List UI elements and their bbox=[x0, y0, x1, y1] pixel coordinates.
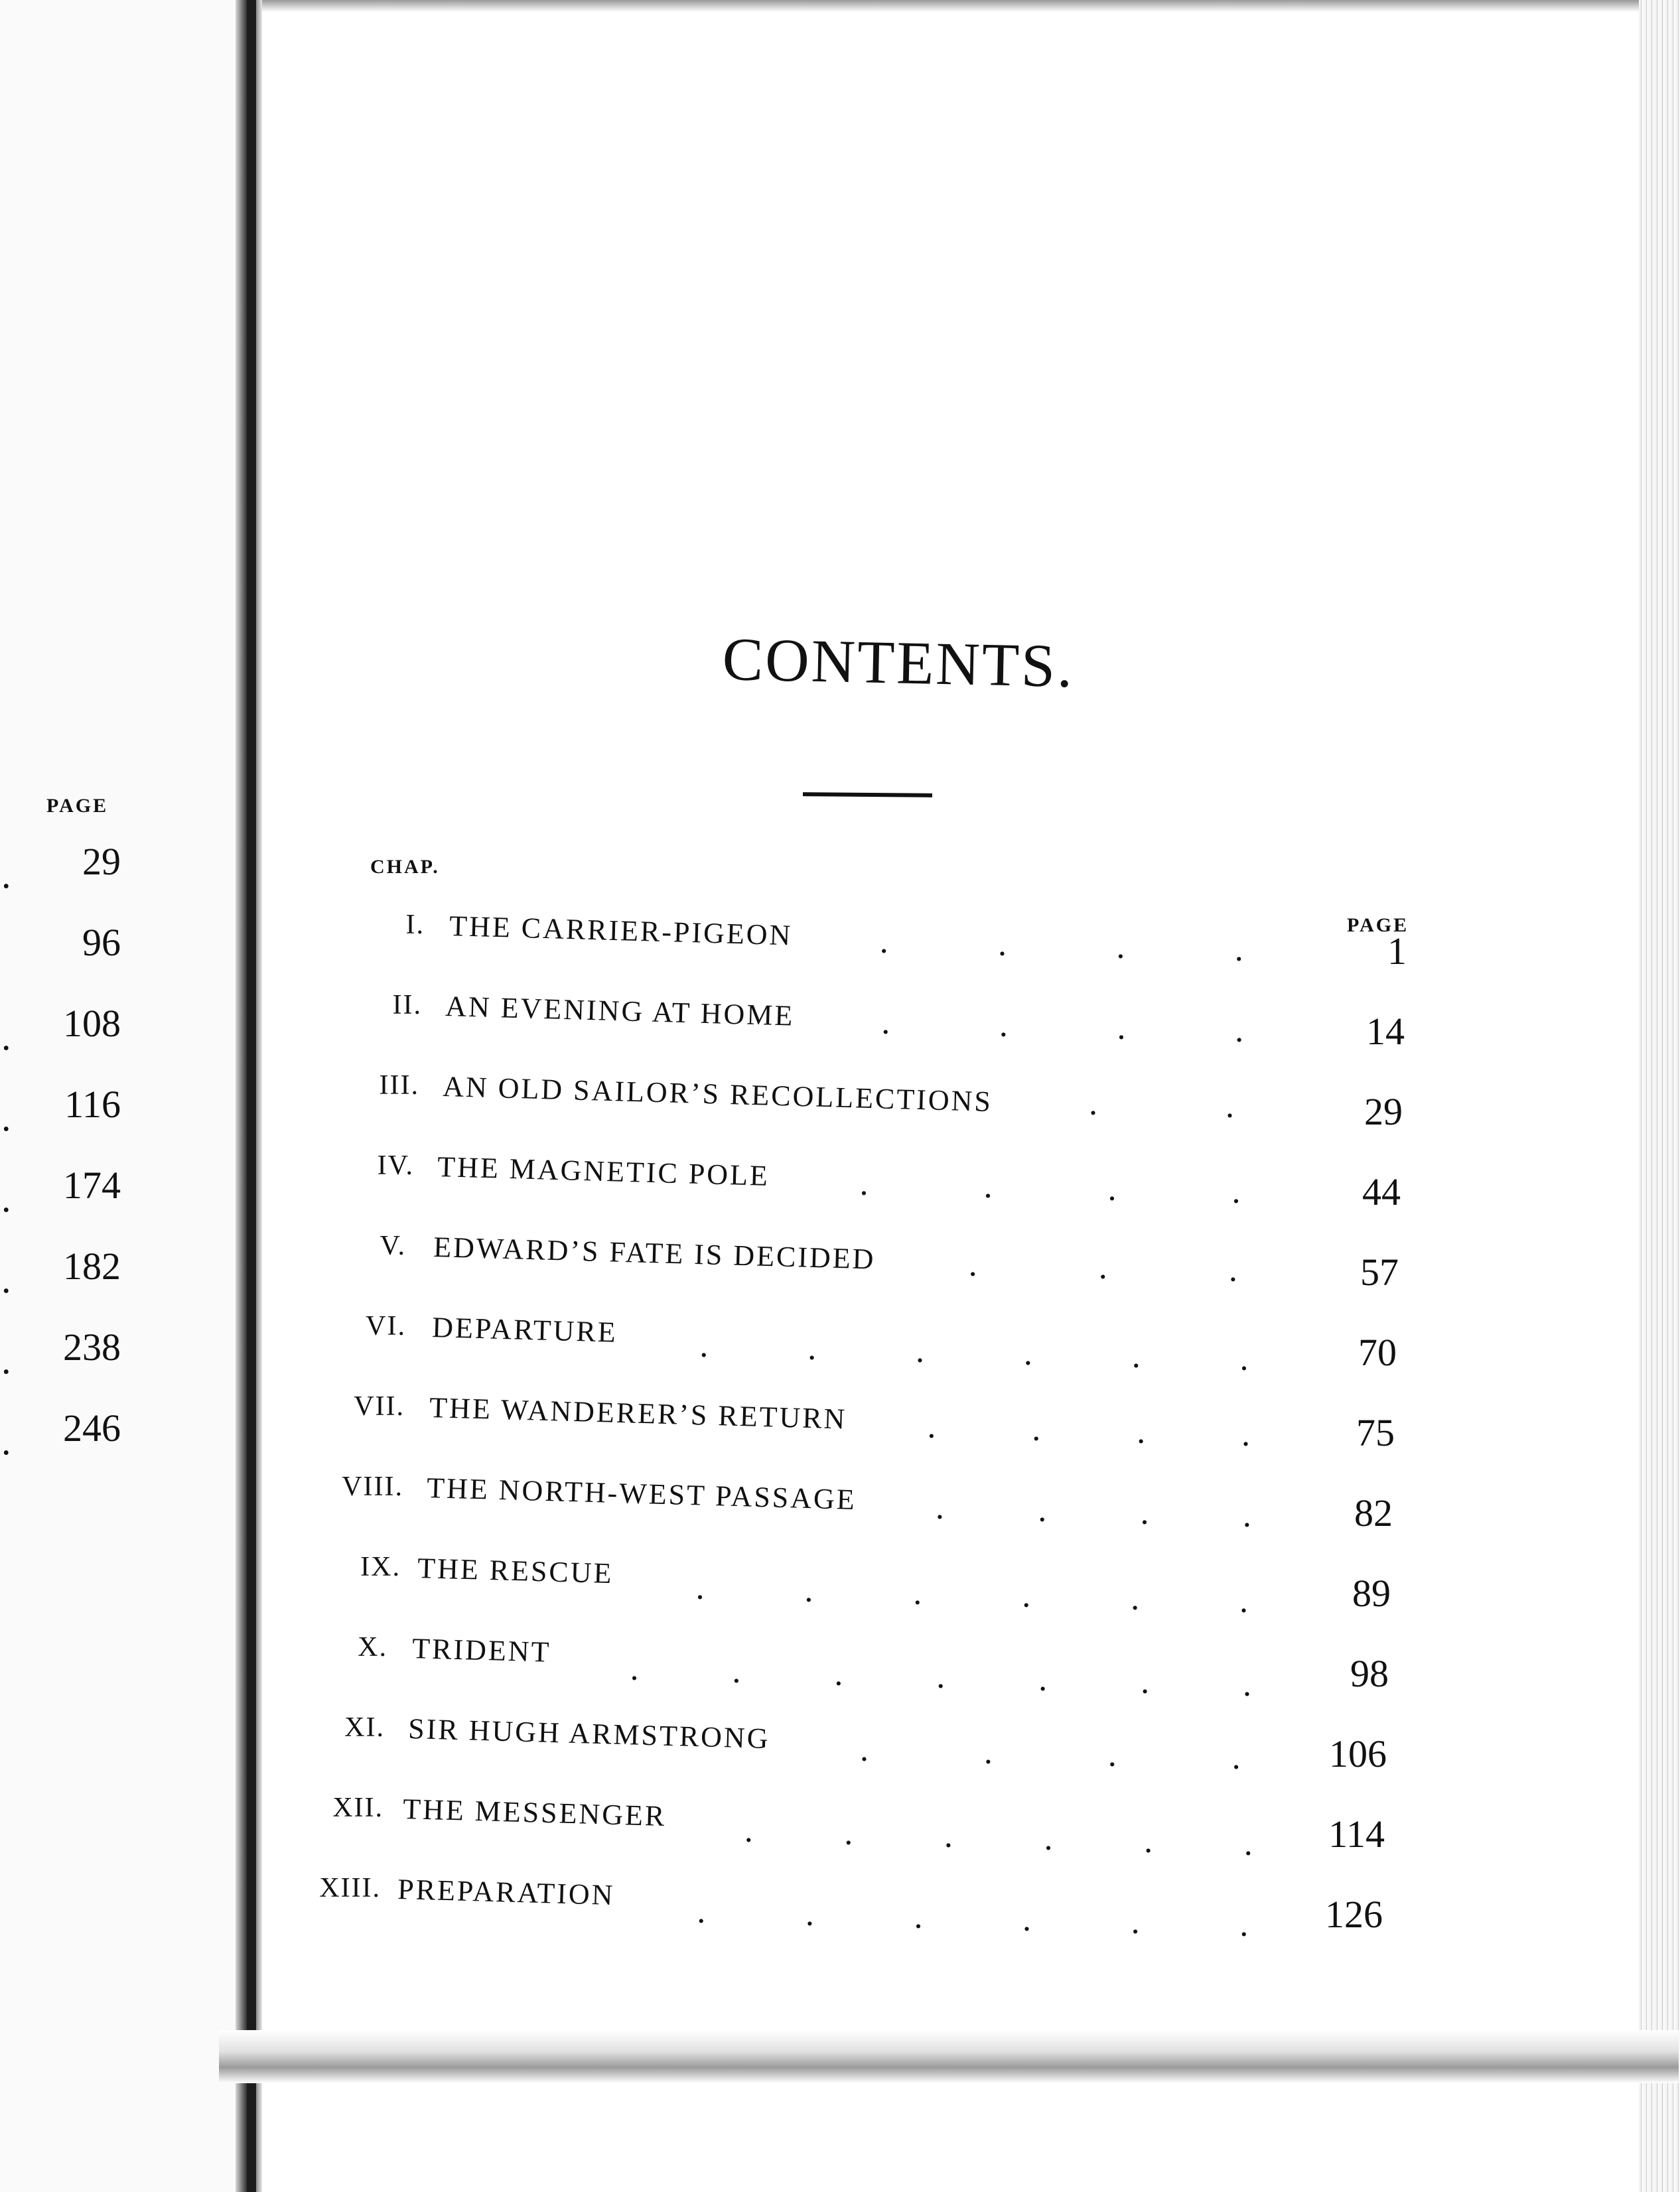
leader-dot: . bbox=[844, 1814, 853, 1852]
toc-chapter-numeral: VI. bbox=[366, 1311, 406, 1341]
page-title: CONTENTS. bbox=[721, 624, 1076, 701]
toc-chapter-numeral: II. bbox=[392, 990, 422, 1020]
leader-dot: . bbox=[914, 1897, 923, 1936]
toc-page-number: 44 bbox=[1362, 1170, 1401, 1213]
facing-page-row bbox=[0, 1244, 133, 1301]
leader-dot: . bbox=[998, 925, 1007, 963]
leader-dot: . bbox=[1, 1015, 11, 1058]
toc-chapter-numeral: XI. bbox=[344, 1712, 385, 1743]
toc-entry bbox=[342, 1471, 1423, 1524]
facing-page-row bbox=[0, 839, 133, 896]
leader-dot: . bbox=[1243, 1666, 1252, 1704]
toc-entry bbox=[358, 1631, 1408, 1684]
facing-page-number: 182 bbox=[63, 1245, 121, 1288]
toc-chapter-numeral: XII. bbox=[332, 1793, 384, 1823]
page-fore-edge bbox=[1639, 0, 1680, 2192]
leader-dot: . bbox=[1, 1420, 11, 1463]
leader-dot: . bbox=[1231, 1739, 1241, 1777]
page-column-label: PAGE bbox=[1347, 914, 1409, 936]
leader-dot: . bbox=[1242, 1496, 1251, 1535]
leader-dot: . bbox=[927, 1407, 936, 1446]
leader-dot: . bbox=[697, 1892, 706, 1931]
leader-dot: . bbox=[1022, 1577, 1031, 1615]
leader-dot: . bbox=[1131, 1337, 1141, 1375]
leader-dot: . bbox=[807, 1330, 817, 1367]
leader-dot: . bbox=[1137, 1412, 1146, 1451]
toc-page-number: 114 bbox=[1328, 1813, 1385, 1856]
leader-dot: . bbox=[1107, 1736, 1117, 1774]
toc-chapter-numeral: X. bbox=[358, 1632, 387, 1663]
leader-dot: . bbox=[1023, 1335, 1032, 1373]
toc-page-number: 1 bbox=[1387, 929, 1407, 973]
leader-dot: . bbox=[1032, 1410, 1041, 1448]
facing-page-number: 108 bbox=[63, 1002, 121, 1045]
toc-chapter-numeral: VIII. bbox=[342, 1472, 403, 1502]
leader-dot: . bbox=[913, 1574, 922, 1613]
leader-dot: . bbox=[834, 1655, 843, 1694]
toc-page-number: 89 bbox=[1352, 1572, 1391, 1615]
toc-chapter-numeral: VII. bbox=[354, 1391, 405, 1422]
facing-page-header: PAGE bbox=[46, 795, 109, 817]
leader-dot: . bbox=[1, 1258, 11, 1301]
leader-dot: . bbox=[936, 1658, 945, 1696]
toc-chapter-numeral: I. bbox=[405, 910, 425, 940]
leader-dot: . bbox=[699, 1327, 709, 1365]
toc-chapter-numeral: IX. bbox=[360, 1552, 401, 1582]
leader-dot: . bbox=[1231, 1173, 1241, 1211]
leader-dot: . bbox=[1131, 1903, 1140, 1941]
leader-dot: . bbox=[1, 1177, 11, 1220]
leader-dot: . bbox=[804, 1572, 813, 1610]
toc-page-number: 75 bbox=[1356, 1411, 1395, 1454]
leader-dot: . bbox=[1239, 1340, 1249, 1378]
page-top-edge bbox=[239, 0, 1680, 12]
toc-page-number: 106 bbox=[1329, 1732, 1387, 1775]
toc-chapter-title: THE WANDERER’S RETURN bbox=[429, 1391, 848, 1436]
leader-dot: . bbox=[1, 853, 11, 896]
toc-page-number: 98 bbox=[1350, 1652, 1389, 1695]
leader-dot: . bbox=[983, 1734, 993, 1771]
facing-page-number: 96 bbox=[82, 921, 121, 964]
facing-page-number: 174 bbox=[63, 1164, 121, 1207]
toc-page-number: 57 bbox=[1360, 1251, 1399, 1294]
leader-dot: . bbox=[999, 1006, 1008, 1044]
leader-dot: . bbox=[983, 1168, 993, 1206]
leader-dot: . bbox=[1, 1339, 11, 1382]
leader-dot: . bbox=[860, 1731, 869, 1769]
leader-dot: . bbox=[1228, 1251, 1237, 1290]
facing-page-row bbox=[0, 920, 133, 967]
leader-dot: . bbox=[1116, 928, 1125, 966]
toc-entry bbox=[366, 1310, 1428, 1363]
toc-chapter-numeral: V. bbox=[380, 1231, 406, 1261]
leader-dot: . bbox=[1038, 1491, 1047, 1529]
toc-chapter-title: AN OLD SAILOR’S RECOLLECTIONS bbox=[442, 1069, 993, 1119]
toc-chapter-numeral: XIII. bbox=[319, 1873, 381, 1903]
facing-page-row bbox=[0, 1325, 133, 1382]
leader-dot: . bbox=[1, 1096, 11, 1139]
leader-dot: . bbox=[630, 1650, 639, 1688]
toc-entry bbox=[379, 1069, 1438, 1123]
toc-chapter-title: DEPARTURE bbox=[431, 1310, 618, 1349]
toc-chapter-title: THE CARRIER-PIGEON bbox=[449, 909, 793, 952]
leader-dot: . bbox=[1107, 1170, 1117, 1209]
facing-page-row bbox=[0, 1001, 133, 1058]
toc-chapter-title: AN EVENING AT HOME bbox=[445, 989, 795, 1032]
facing-page-number: 246 bbox=[63, 1406, 121, 1450]
leader-dot: . bbox=[1235, 1011, 1244, 1050]
toc-chapter-title: THE MESSENGER bbox=[402, 1792, 667, 1833]
book-gutter bbox=[247, 0, 256, 2192]
leader-dot: . bbox=[695, 1569, 705, 1608]
leader-dot: . bbox=[1239, 1905, 1249, 1944]
facing-page-row bbox=[0, 1082, 133, 1139]
facing-page-row bbox=[0, 1406, 133, 1463]
leader-dot: . bbox=[732, 1653, 741, 1691]
toc-page-number: 14 bbox=[1366, 1010, 1405, 1053]
facing-page-row bbox=[0, 1163, 133, 1220]
toc-entry bbox=[377, 1150, 1433, 1203]
toc-chapter-title: PREPARATION bbox=[397, 1872, 616, 1912]
toc-chapter-title: EDWARD’S FATE IS DECIDED bbox=[433, 1230, 876, 1276]
leader-dot: . bbox=[1140, 1493, 1149, 1532]
leader-dot: . bbox=[1022, 1900, 1032, 1939]
toc-entry bbox=[344, 1712, 1404, 1765]
leader-dot: . bbox=[1088, 1084, 1097, 1123]
toc-chapter-title: THE MAGNETIC POLE bbox=[437, 1150, 770, 1192]
leader-dot: . bbox=[1243, 1824, 1253, 1863]
leader-dot: . bbox=[935, 1488, 944, 1527]
leader-dot: . bbox=[744, 1811, 753, 1850]
leader-dot: . bbox=[1241, 1415, 1251, 1454]
toc-page-number: 70 bbox=[1358, 1331, 1397, 1374]
leader-dot: . bbox=[1144, 1822, 1153, 1860]
toc-entry bbox=[392, 989, 1441, 1042]
toc-chapter-title: THE NORTH-WEST PASSAGE bbox=[426, 1471, 857, 1517]
leader-dot: . bbox=[915, 1332, 924, 1370]
leader-dot: . bbox=[1141, 1663, 1150, 1702]
leader-dot: . bbox=[805, 1895, 814, 1933]
leader-dot: . bbox=[944, 1816, 953, 1855]
toc-chapter-numeral: III. bbox=[379, 1070, 419, 1101]
toc-chapter-title: SIR HUGH ARMSTRONG bbox=[407, 1712, 771, 1755]
facing-page-number: 116 bbox=[64, 1083, 121, 1126]
toc-entry bbox=[405, 909, 1445, 962]
facing-page-number: 238 bbox=[63, 1326, 121, 1369]
leader-dot: . bbox=[859, 1165, 869, 1203]
chap-column-label: CHAP. bbox=[370, 856, 440, 878]
leader-dot: . bbox=[1098, 1249, 1107, 1287]
leader-dot: . bbox=[881, 1003, 890, 1042]
leader-dot: . bbox=[968, 1246, 977, 1284]
facing-page-number: 29 bbox=[82, 840, 121, 883]
toc-chapter-title: TRIDENT bbox=[411, 1631, 552, 1669]
toc-page-number: 82 bbox=[1354, 1491, 1393, 1535]
toc-page-number: 29 bbox=[1364, 1090, 1403, 1133]
toc-chapter-title: THE RESCUE bbox=[417, 1551, 614, 1590]
leader-dot: . bbox=[1044, 1819, 1053, 1858]
leader-dot: . bbox=[1239, 1582, 1249, 1621]
leader-dot: . bbox=[1131, 1580, 1140, 1618]
toc-chapter-numeral: IV. bbox=[377, 1150, 414, 1181]
leader-dot: . bbox=[1038, 1661, 1048, 1699]
leader-dot: . bbox=[1225, 1087, 1234, 1125]
toc-page-number: 126 bbox=[1325, 1893, 1383, 1936]
leader-dot: . bbox=[1234, 931, 1243, 969]
toc-entry bbox=[380, 1230, 1429, 1283]
leader-dot: . bbox=[879, 923, 888, 961]
leader-dot: . bbox=[1117, 1008, 1126, 1047]
page-bottom-edge bbox=[219, 2030, 1679, 2083]
